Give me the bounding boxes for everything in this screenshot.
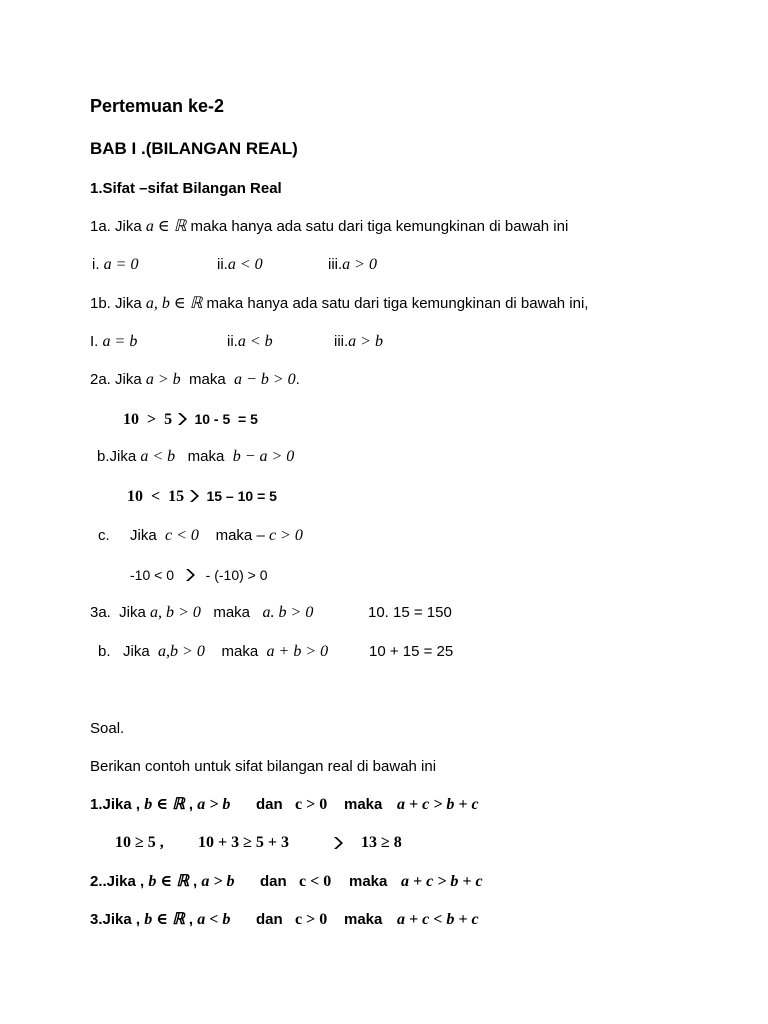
math: a + c > b + c xyxy=(401,873,483,890)
exercise-3 xyxy=(90,910,479,930)
property-3a xyxy=(90,603,452,623)
math: a = b xyxy=(102,333,138,350)
text: . xyxy=(295,371,300,388)
chapter-heading: BAB I .(BILANGAN REAL) xyxy=(90,139,298,158)
text: maka xyxy=(344,796,383,813)
text: c. xyxy=(98,527,110,544)
math: 10 ≥ 5 , xyxy=(115,834,164,851)
text: maka hanya ada satu dari tiga kemungkinan di bawah ini xyxy=(186,218,569,235)
math: b ∈ ℝ xyxy=(144,911,185,928)
example-2a xyxy=(123,409,258,430)
math: b − a > 0 xyxy=(232,448,295,465)
example-value: 10 + 15 = 25 xyxy=(369,643,454,660)
text: maka xyxy=(175,448,233,465)
bold-right-arrow-icon xyxy=(184,568,198,582)
text: , xyxy=(184,796,198,813)
math: a < b xyxy=(140,448,176,465)
property-2a xyxy=(90,370,300,390)
math: a < b xyxy=(197,911,231,928)
math: a + c < b + c xyxy=(397,911,479,928)
math: c > 0 xyxy=(295,796,328,813)
text: 10 - 5 = 5 xyxy=(194,411,258,427)
property-1b-options xyxy=(90,332,383,352)
math: 10 + 3 ≥ 5 + 3 xyxy=(198,834,290,851)
text: , xyxy=(184,911,198,928)
math: c > 0 xyxy=(295,911,328,928)
text: b. Jika xyxy=(98,643,159,660)
math: a > b xyxy=(145,371,181,388)
property-1b xyxy=(90,294,588,314)
example-2b xyxy=(127,486,277,507)
section-heading: 1.Sifat –sifat Bilangan Real xyxy=(90,180,282,197)
math: a < b xyxy=(237,333,273,350)
option-label: ii. xyxy=(227,333,238,350)
math: b ∈ ℝ xyxy=(148,873,189,890)
math: a. b > 0 xyxy=(262,604,314,621)
option-label: iii. xyxy=(328,256,343,273)
bold-right-arrow-icon xyxy=(176,412,190,426)
property-1a-options xyxy=(92,255,377,275)
property-1a xyxy=(90,217,568,237)
math: a > b xyxy=(348,333,383,350)
text: dan xyxy=(256,796,283,813)
math: a < 0 xyxy=(227,256,263,273)
math: 10 < 15 xyxy=(127,488,185,505)
text: 3a. Jika xyxy=(90,604,151,621)
exercise-2 xyxy=(90,872,483,892)
property-3b xyxy=(98,642,454,662)
exercise-heading: Soal. xyxy=(90,720,125,737)
math: c < 0 xyxy=(299,873,332,890)
text: 2..Jika , xyxy=(90,873,149,890)
math: a, b ∈ ℝ xyxy=(145,295,203,312)
text: b.Jika xyxy=(97,448,141,465)
text: 15 – 10 = 5 xyxy=(206,488,277,504)
bold-right-arrow-icon xyxy=(332,836,346,850)
option-label: ii. xyxy=(217,256,228,273)
math: a + c > b + c xyxy=(397,796,479,813)
text: , xyxy=(188,873,202,890)
text: 2a. Jika xyxy=(90,371,146,388)
page-title: Pertemuan ke-2 xyxy=(90,96,225,116)
math: 13 ≥ 8 xyxy=(361,834,402,851)
example-value: 10. 15 = 150 xyxy=(368,604,452,621)
text: dan xyxy=(256,911,283,928)
bold-right-arrow-icon xyxy=(188,489,202,503)
text: - (-10) > 0 xyxy=(201,567,268,583)
property-2b xyxy=(97,447,294,467)
text: 1a. Jika xyxy=(90,218,146,235)
example-2c xyxy=(130,565,268,585)
math: 10 > 5 xyxy=(123,411,173,428)
property-2c xyxy=(98,526,303,546)
exercise-1-example xyxy=(115,833,402,853)
text: maka xyxy=(204,643,267,660)
text: maka xyxy=(344,911,383,928)
option-label: I. xyxy=(90,333,103,350)
math: a,b > 0 xyxy=(158,643,205,660)
option-label: iii. xyxy=(334,333,349,350)
math: a > b xyxy=(197,796,231,813)
text: dan xyxy=(260,873,287,890)
text: maka xyxy=(180,371,235,388)
exercise-1 xyxy=(90,795,479,815)
math: c > 0 xyxy=(268,527,303,544)
math: a, b > 0 xyxy=(150,604,201,621)
math: a > b xyxy=(201,873,235,890)
math: a − b > 0 xyxy=(234,371,296,388)
math: c < 0 xyxy=(165,527,199,544)
option-label: i. xyxy=(92,256,104,273)
text: Jika xyxy=(130,527,166,544)
math: a > 0 xyxy=(342,256,377,273)
math: a + b > 0 xyxy=(266,643,329,660)
text: maka xyxy=(349,873,388,890)
text: maka – xyxy=(198,527,269,544)
text: -10 < 0 xyxy=(130,567,174,583)
text: 3.Jika , xyxy=(90,911,145,928)
exercise-instructions: Berikan contoh untuk sifat bilangan real di bawah ini xyxy=(90,758,437,775)
math: b ∈ ℝ xyxy=(144,796,185,813)
text: 1.Jika , xyxy=(90,796,145,813)
math: a ∈ ℝ xyxy=(145,218,187,235)
math: a = 0 xyxy=(103,256,139,273)
text: 1b. Jika xyxy=(90,295,146,312)
text: maka hanya ada satu dari tiga kemungkinan di bawah ini, xyxy=(202,295,589,312)
text: maka xyxy=(200,604,263,621)
